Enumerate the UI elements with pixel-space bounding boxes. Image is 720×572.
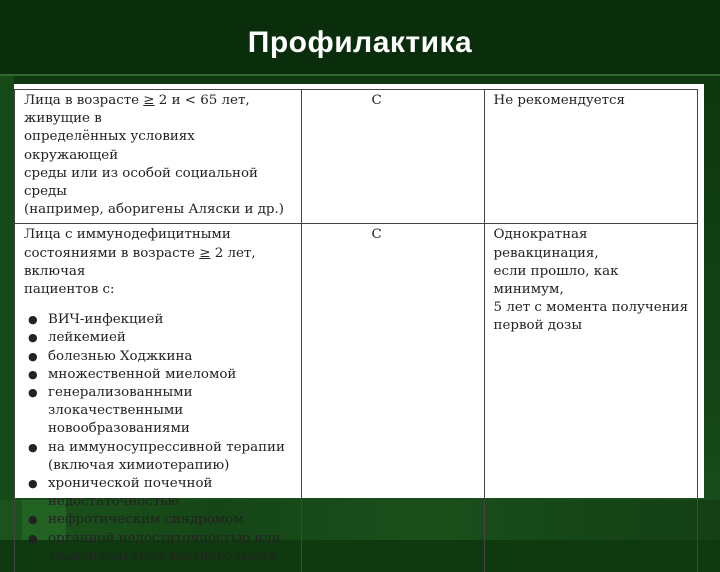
text-span: 2 лет, включая <box>24 245 256 279</box>
text-line: Лица с иммунодефицитными <box>24 227 231 243</box>
bullet-icon: ● <box>28 531 38 545</box>
grade-cell: C <box>301 224 484 572</box>
list-item <box>24 530 293 566</box>
bullet-icon: ● <box>28 477 38 491</box>
title-band-divider <box>0 74 720 76</box>
recommendation-cell <box>484 224 697 572</box>
text-line: Не рекомендуется <box>493 93 626 108</box>
bullet-icon: ● <box>28 331 38 345</box>
text-line: новообразованиями <box>48 421 190 437</box>
text-line: болезнью Ходжкина <box>48 348 193 364</box>
text-line <box>24 92 293 128</box>
text-line: хронической почечной <box>48 476 213 492</box>
list-item <box>24 439 293 475</box>
text-line: если прошло, как минимум, <box>493 263 619 298</box>
text-line: генерализованными <box>48 385 193 401</box>
table-row <box>15 90 698 224</box>
text-line: Однократная ревакцинация, <box>493 227 599 261</box>
geq-sign: ≥ <box>199 245 211 261</box>
condition-list <box>24 311 293 566</box>
text-line: (включая химиотерапию) <box>48 457 230 473</box>
recommendation-cell <box>484 90 697 224</box>
list-item <box>24 348 293 366</box>
text-line: недостаточностью <box>48 494 180 510</box>
list-item <box>24 311 293 329</box>
text-line: 5 лет с момента получения <box>493 300 689 316</box>
bullet-icon: ● <box>28 349 38 363</box>
document-scan <box>14 84 704 564</box>
slide-title: Профилактика <box>247 26 473 59</box>
text-span: 2 и < 65 лет, живущие в <box>24 93 250 127</box>
text-line: первой дозы <box>493 318 583 334</box>
list-item <box>24 329 293 347</box>
text-line: трансплантатом костного мозга <box>48 548 277 564</box>
text-span: состояниями в возрасте <box>24 245 200 261</box>
text-line: ВИЧ-инфекцией <box>48 312 164 328</box>
text-line: нефротическим синдромом <box>48 512 244 528</box>
left-decor-stripe <box>0 76 14 540</box>
bullet-icon: ● <box>28 440 38 454</box>
bullet-icon: ● <box>28 313 38 327</box>
recommendations-table <box>14 89 698 572</box>
table-row <box>15 224 698 572</box>
grade-cell: C <box>301 90 484 224</box>
text-line: органной недостаточностью или <box>48 530 281 546</box>
list-item <box>24 475 293 511</box>
text-line: (например, аборигены Аляски и др.) <box>24 202 284 218</box>
population-cell <box>15 90 302 224</box>
text-line: злокачественными <box>48 403 184 419</box>
text-line <box>24 245 293 281</box>
text-line: пациентов с: <box>24 282 115 298</box>
text-line: множественной миеломой <box>48 366 237 382</box>
text-line: на иммуносупрессивной терапии <box>48 439 285 455</box>
list-item <box>24 384 293 439</box>
geq-sign: ≥ <box>143 93 155 108</box>
text-line: среды или из особой социальной среды <box>24 165 258 200</box>
bullet-icon: ● <box>28 513 38 527</box>
bullet-icon: ● <box>28 367 38 381</box>
list-item <box>24 511 293 529</box>
bullet-icon: ● <box>28 386 38 400</box>
text-line: определённых условиях окружающей <box>24 129 195 163</box>
list-item <box>24 366 293 384</box>
text-line: лейкемией <box>48 330 126 346</box>
text-span: Лица в возрасте <box>24 93 144 108</box>
population-cell <box>15 224 302 572</box>
